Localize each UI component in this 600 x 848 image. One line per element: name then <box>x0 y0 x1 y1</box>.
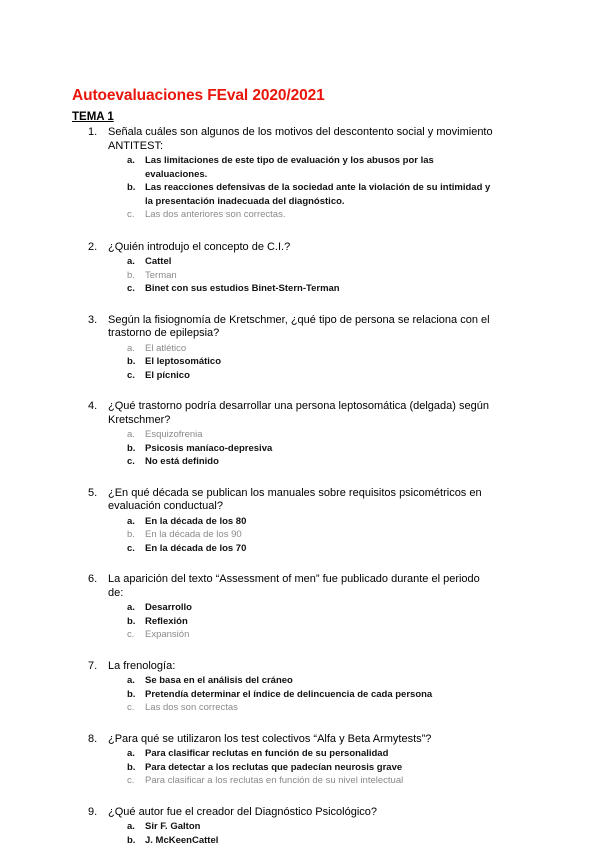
answer-option-b <box>108 442 498 456</box>
option-text: Expansión <box>145 629 190 640</box>
option-letter: c. <box>127 702 135 713</box>
answer-option-a <box>108 428 498 442</box>
option-text: El pícnico <box>145 369 190 381</box>
option-text: Sir F. Galton <box>145 821 201 832</box>
answer-option-a <box>108 255 498 269</box>
question-number: 9. <box>88 805 98 818</box>
question-list <box>0 126 600 847</box>
question-text: La aparición del texto “Assessment of men” fue publicado durante el periodo de: <box>108 573 480 599</box>
answer-options <box>108 154 498 222</box>
question-8 <box>0 733 498 788</box>
option-letter: b. <box>127 834 136 846</box>
option-text: Desarrollo <box>145 602 192 613</box>
answer-options <box>108 601 498 642</box>
option-text: Las limitaciones de este tipo de evaluación y los abusos por las evaluaciones. <box>145 155 434 180</box>
answer-option-b <box>108 834 498 848</box>
option-letter: a. <box>127 748 135 759</box>
option-letter: a. <box>127 602 135 613</box>
question-number: 3. <box>88 313 98 326</box>
question-text: ¿Quién introdujo el concepto de C.I.? <box>108 240 291 253</box>
answer-options <box>108 428 498 469</box>
question-7 <box>0 660 498 715</box>
question-text: ¿Qué autor fue el creador del Diagnóstico Psicológico? <box>108 805 378 818</box>
answer-option-c <box>108 701 498 715</box>
question-number: 1. <box>88 126 98 138</box>
question-text: ¿Qué trastorno podría desarrollar una persona leptosomática (delgada) según Kretschmer? <box>108 400 489 426</box>
answer-options <box>108 515 498 556</box>
answer-options <box>108 820 498 847</box>
answer-option-c <box>108 369 498 383</box>
answer-option-b <box>108 355 498 369</box>
option-text: El atlético <box>145 342 187 354</box>
answer-option-a <box>108 342 498 356</box>
document-title: Autoevaluaciones FEval 2020/2021 <box>72 87 325 104</box>
section-title: TEMA 1 <box>72 111 114 123</box>
option-text: No está definido <box>145 456 219 467</box>
question-number: 2. <box>88 240 98 253</box>
option-letter: c. <box>127 542 135 554</box>
option-letter: c. <box>127 369 135 381</box>
answer-options <box>108 747 498 788</box>
option-letter: c. <box>127 629 135 640</box>
option-text: El leptosomático <box>145 356 222 367</box>
answer-option-a <box>108 515 498 529</box>
option-text: Las dos anteriores son correctas. <box>145 209 286 220</box>
question-number: 8. <box>88 732 98 745</box>
option-letter: b. <box>127 442 136 454</box>
option-letter: b. <box>127 356 136 367</box>
question-text: ¿En qué década se publican los manuales sobre requisitos psicométricos en evaluación conductual? <box>108 486 482 512</box>
option-text: Las reacciones defensivas de la sociedad ante la violación de su intimidad y la presentación inadecuada del diagnóstico. <box>145 182 491 207</box>
option-text: Se basa en el análisis del cráneo <box>145 675 293 686</box>
answer-option-b <box>108 181 498 208</box>
question-number: 5. <box>88 486 98 499</box>
question-5 <box>0 487 498 556</box>
answer-option-c <box>108 774 498 788</box>
question-2 <box>0 241 498 296</box>
answer-option-a <box>108 601 498 615</box>
option-letter: a. <box>127 256 135 267</box>
option-text: Pretendía determinar el índice de delincuencia de cada persona <box>145 688 433 700</box>
answer-option-a <box>108 674 498 688</box>
option-letter: a. <box>127 429 135 440</box>
answer-option-c <box>108 542 498 556</box>
question-number: 7. <box>88 659 98 672</box>
option-letter: b. <box>127 529 135 540</box>
question-text: ¿Para qué se utilizaron los test colectivos “Alfa y Beta Armytests”? <box>108 732 432 745</box>
question-text: Señala cuáles son algunos de los motivos del descontento social y movimiento ANTITEST: <box>108 126 493 152</box>
option-letter: a. <box>127 155 135 166</box>
answer-option-b <box>108 688 498 702</box>
question-number: 4. <box>88 400 98 412</box>
option-letter: c. <box>127 456 135 467</box>
option-letter: c. <box>127 283 135 294</box>
question-4 <box>0 400 498 469</box>
answer-option-a <box>108 747 498 761</box>
option-letter: a. <box>127 515 135 527</box>
answer-options <box>108 255 498 296</box>
option-text: Para clasificar a los reclutas en función de su nivel intelectual <box>145 775 404 786</box>
answer-option-b <box>108 528 498 542</box>
option-text: Terman <box>145 269 177 281</box>
option-text: Las dos son correctas <box>145 702 238 713</box>
question-3 <box>0 314 498 383</box>
option-text: J. McKeenCattel <box>145 834 219 846</box>
option-letter: a. <box>127 342 135 354</box>
option-letter: b. <box>127 182 136 193</box>
answer-option-a <box>108 820 498 834</box>
answer-options <box>108 342 498 383</box>
option-text: Esquizofrenia <box>145 429 203 440</box>
option-text: Binet con sus estudios Binet-Stern-Terman <box>145 283 340 294</box>
option-letter: a. <box>127 675 135 686</box>
answer-option-c <box>108 628 498 642</box>
option-letter: c. <box>127 775 135 786</box>
answer-option-a <box>108 154 498 181</box>
option-text: En la década de los 90 <box>145 529 242 540</box>
question-1 <box>0 126 498 222</box>
answer-options <box>108 674 498 715</box>
question-6 <box>0 573 498 642</box>
option-text: Psicosis maníaco-depresiva <box>145 442 273 454</box>
option-letter: b. <box>127 269 135 281</box>
option-text: En la década de los 70 <box>145 542 247 554</box>
option-text: Para detectar a los reclutas que padecían neurosis grave <box>145 761 403 773</box>
option-letter: a. <box>127 821 135 832</box>
option-text: En la década de los 80 <box>145 515 247 527</box>
option-text: Reflexión <box>145 615 188 627</box>
answer-option-c <box>108 455 498 469</box>
option-letter: b. <box>127 615 136 627</box>
answer-option-b <box>108 761 498 775</box>
option-letter: b. <box>127 761 136 773</box>
option-text: Para clasificar reclutas en función de su personalidad <box>145 748 389 759</box>
answer-option-c <box>108 282 498 296</box>
question-9 <box>0 806 498 848</box>
question-number: 6. <box>88 573 98 585</box>
answer-option-b <box>108 269 498 283</box>
option-text: Cattel <box>145 256 172 267</box>
option-letter: c. <box>127 209 135 220</box>
question-text: Según la fisiognomía de Kretschmer, ¿qué tipo de persona se relaciona con el trastorno de epilepsia? <box>108 313 490 339</box>
answer-option-b <box>108 615 498 629</box>
option-letter: b. <box>127 688 136 700</box>
answer-option-c <box>108 208 498 222</box>
question-text: La frenología: <box>108 659 176 672</box>
